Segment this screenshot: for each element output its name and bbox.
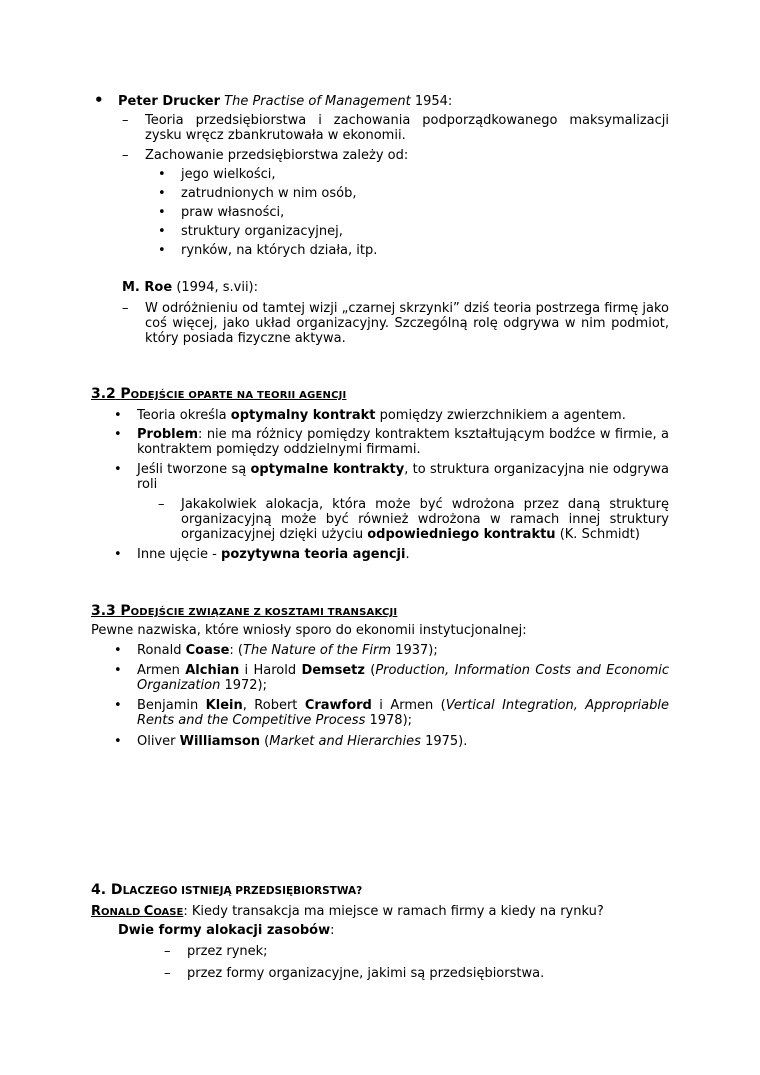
dash: – xyxy=(164,944,171,959)
roe-heading xyxy=(122,280,258,295)
text: Ronald xyxy=(137,643,186,658)
heading-initial: 4. D xyxy=(91,882,123,898)
contributor-alchian-demsetz xyxy=(137,663,669,693)
bullet: • xyxy=(158,205,166,220)
text: : Kiedy transakcja ma miejsce w ramach firmy a kiedy na rynku? xyxy=(183,904,604,919)
roe-point: W odróżnieniu od tamtej wizji „czarnej skrzynki” dziś teoria postrzega firmę jako coś więcej, jako układ organizacyjny. Szczególną rolę odgrywa w nim podmiot, który posiada fizyczne aktywa. xyxy=(145,301,669,346)
agency-bullet-1 xyxy=(137,408,669,423)
text: ( xyxy=(260,734,270,749)
text: . xyxy=(405,547,410,562)
drucker-point-2: Zachowanie przedsiębiorstwa zależy od: xyxy=(145,148,409,163)
heading-initial: P xyxy=(120,386,131,402)
text-bold: optymalny kontrakt xyxy=(230,408,376,423)
text: (K. Schmidt) xyxy=(555,527,640,542)
list-item: rynków, na których działa, itp. xyxy=(181,243,378,258)
text: 1972); xyxy=(220,678,268,693)
list-item: zatrudnionych w nim osób, xyxy=(181,186,357,201)
agency-bullet-3 xyxy=(137,462,669,492)
bullet: • xyxy=(114,547,122,562)
text-bold: odpowiedniego kontraktu xyxy=(367,527,556,542)
text-bold: pozytywna teoria agencji xyxy=(221,547,406,562)
section-number: 3.3 xyxy=(91,603,116,619)
text: Jakakolwiek alokacja, która może być wdrożona przez daną strukturę organizacyjną może być również wdrożona w ramach innej struktury organizacyjnej dzięki użyciu xyxy=(181,497,669,542)
section-heading-4 xyxy=(91,883,362,899)
text-bold: Dwie formy alokacji zasobów xyxy=(118,923,331,938)
text-italic: Market and Hierarchies xyxy=(269,734,421,749)
text: , Robert xyxy=(242,698,305,713)
text: Teoria określa xyxy=(137,408,231,423)
text: ONALD xyxy=(101,907,144,918)
text: Armen xyxy=(137,663,186,678)
drucker-point-1: Teoria przedsiębiorstwa i zachowania podporządkowanego maksymalizacji zysku wręcz zbankrutowała w ekonomii. xyxy=(145,113,669,143)
section-heading-3-3 xyxy=(91,604,397,620)
section-heading-3-2 xyxy=(91,387,346,403)
bullet: • xyxy=(114,643,122,658)
author: Peter Drucker xyxy=(118,94,221,109)
contributor-coase xyxy=(137,643,438,658)
bullet: • xyxy=(114,698,122,713)
text: , to struktura organizacyjna nie odgrywa roli xyxy=(137,462,670,492)
bullet: • xyxy=(114,427,122,442)
text-italic: Production, Information Costs and Economic Organization xyxy=(137,663,669,693)
coase-question xyxy=(91,904,604,920)
bullet: • xyxy=(158,243,166,258)
text: 1978); xyxy=(365,713,413,728)
text: : nie ma różnicy pomiędzy kontraktem kształtującym bodźce w firmie, a kontraktem pomiędzy oddzielnymi firmami. xyxy=(137,427,669,457)
text: 1975). xyxy=(420,734,468,749)
list-item: praw własności, xyxy=(181,205,285,220)
text-bold: Problem xyxy=(137,427,198,442)
bullet: • xyxy=(158,224,166,239)
dash: – xyxy=(164,966,171,981)
contributor-klein-crawford xyxy=(137,698,669,728)
dash: – xyxy=(122,113,129,128)
text: C xyxy=(143,904,154,919)
agency-sub-point xyxy=(181,497,669,542)
form-market: przez rynek; xyxy=(187,944,268,959)
text: i Armen ( xyxy=(371,698,446,713)
allocation-forms xyxy=(118,923,335,938)
text: R xyxy=(91,904,102,919)
text: Jeśli tworzone są xyxy=(137,462,251,477)
text-bold: optymalne kontrakty xyxy=(250,462,405,477)
reference: (1994, s.vii): xyxy=(176,280,259,295)
text: Benjamin xyxy=(137,698,206,713)
text: : ( xyxy=(229,643,244,658)
text: Inne ujęcie - xyxy=(137,547,222,562)
coase-name xyxy=(91,904,183,919)
bullet: • xyxy=(158,167,166,182)
bullet: • xyxy=(114,663,122,678)
bullet: • xyxy=(114,462,122,477)
bullet: • xyxy=(114,408,122,423)
heading-text: ODEJŚCIE ZWIĄZANE Z KOSZTAMI TRANSAKCJI xyxy=(130,607,398,618)
contributor-williamson xyxy=(137,734,467,749)
text: : xyxy=(330,923,335,938)
bullet: • xyxy=(94,91,104,109)
bullet: • xyxy=(158,186,166,201)
section-number: 3.2 xyxy=(91,386,116,402)
heading-text: LACZEGO ISTNIEJĄ PRZEDSIĘBIORSTWA? xyxy=(122,885,363,897)
list-item: jego wielkości, xyxy=(181,167,276,182)
text: 1937); xyxy=(391,643,438,658)
text: OASE xyxy=(153,907,184,918)
text-bold: Williamson xyxy=(179,734,261,749)
agency-bullet-2 xyxy=(137,427,669,457)
dash: – xyxy=(158,497,165,512)
bullet: • xyxy=(114,734,122,749)
list-item: struktury organizacyjnej, xyxy=(181,224,343,239)
text-bold: Klein xyxy=(205,698,243,713)
text-bold: Coase xyxy=(185,643,230,658)
intro-text: Pewne nazwiska, które wniosły sporo do ekonomii instytucjonalnej: xyxy=(91,623,527,638)
text-bold: Alchian xyxy=(185,663,240,678)
agency-bullet-4 xyxy=(137,547,410,562)
dash: – xyxy=(122,148,129,163)
heading-text: ODEJŚCIE OPARTE NA TEORII AGENCJI xyxy=(130,390,347,401)
text-italic: Vertical Integration, Appropriable Rents and the Competitive Process xyxy=(137,698,669,728)
book-title: The Practise of Management xyxy=(224,94,411,109)
text-bold: Crawford xyxy=(304,698,372,713)
text: i Harold xyxy=(239,663,302,678)
drucker-heading xyxy=(118,94,452,109)
text: Oliver xyxy=(137,734,180,749)
dash: – xyxy=(122,301,129,316)
text: pomiędzy zwierzchnikiem a agentem. xyxy=(375,408,626,423)
text-italic: The Nature of the Firm xyxy=(243,643,392,658)
author: M. Roe xyxy=(122,280,173,295)
text: ( xyxy=(364,663,376,678)
form-organization: przez formy organizacyjne, jakimi są przedsiębiorstwa. xyxy=(187,966,545,981)
year: 1954: xyxy=(414,94,453,109)
heading-initial: P xyxy=(120,603,131,619)
text-bold: Demsetz xyxy=(301,663,365,678)
